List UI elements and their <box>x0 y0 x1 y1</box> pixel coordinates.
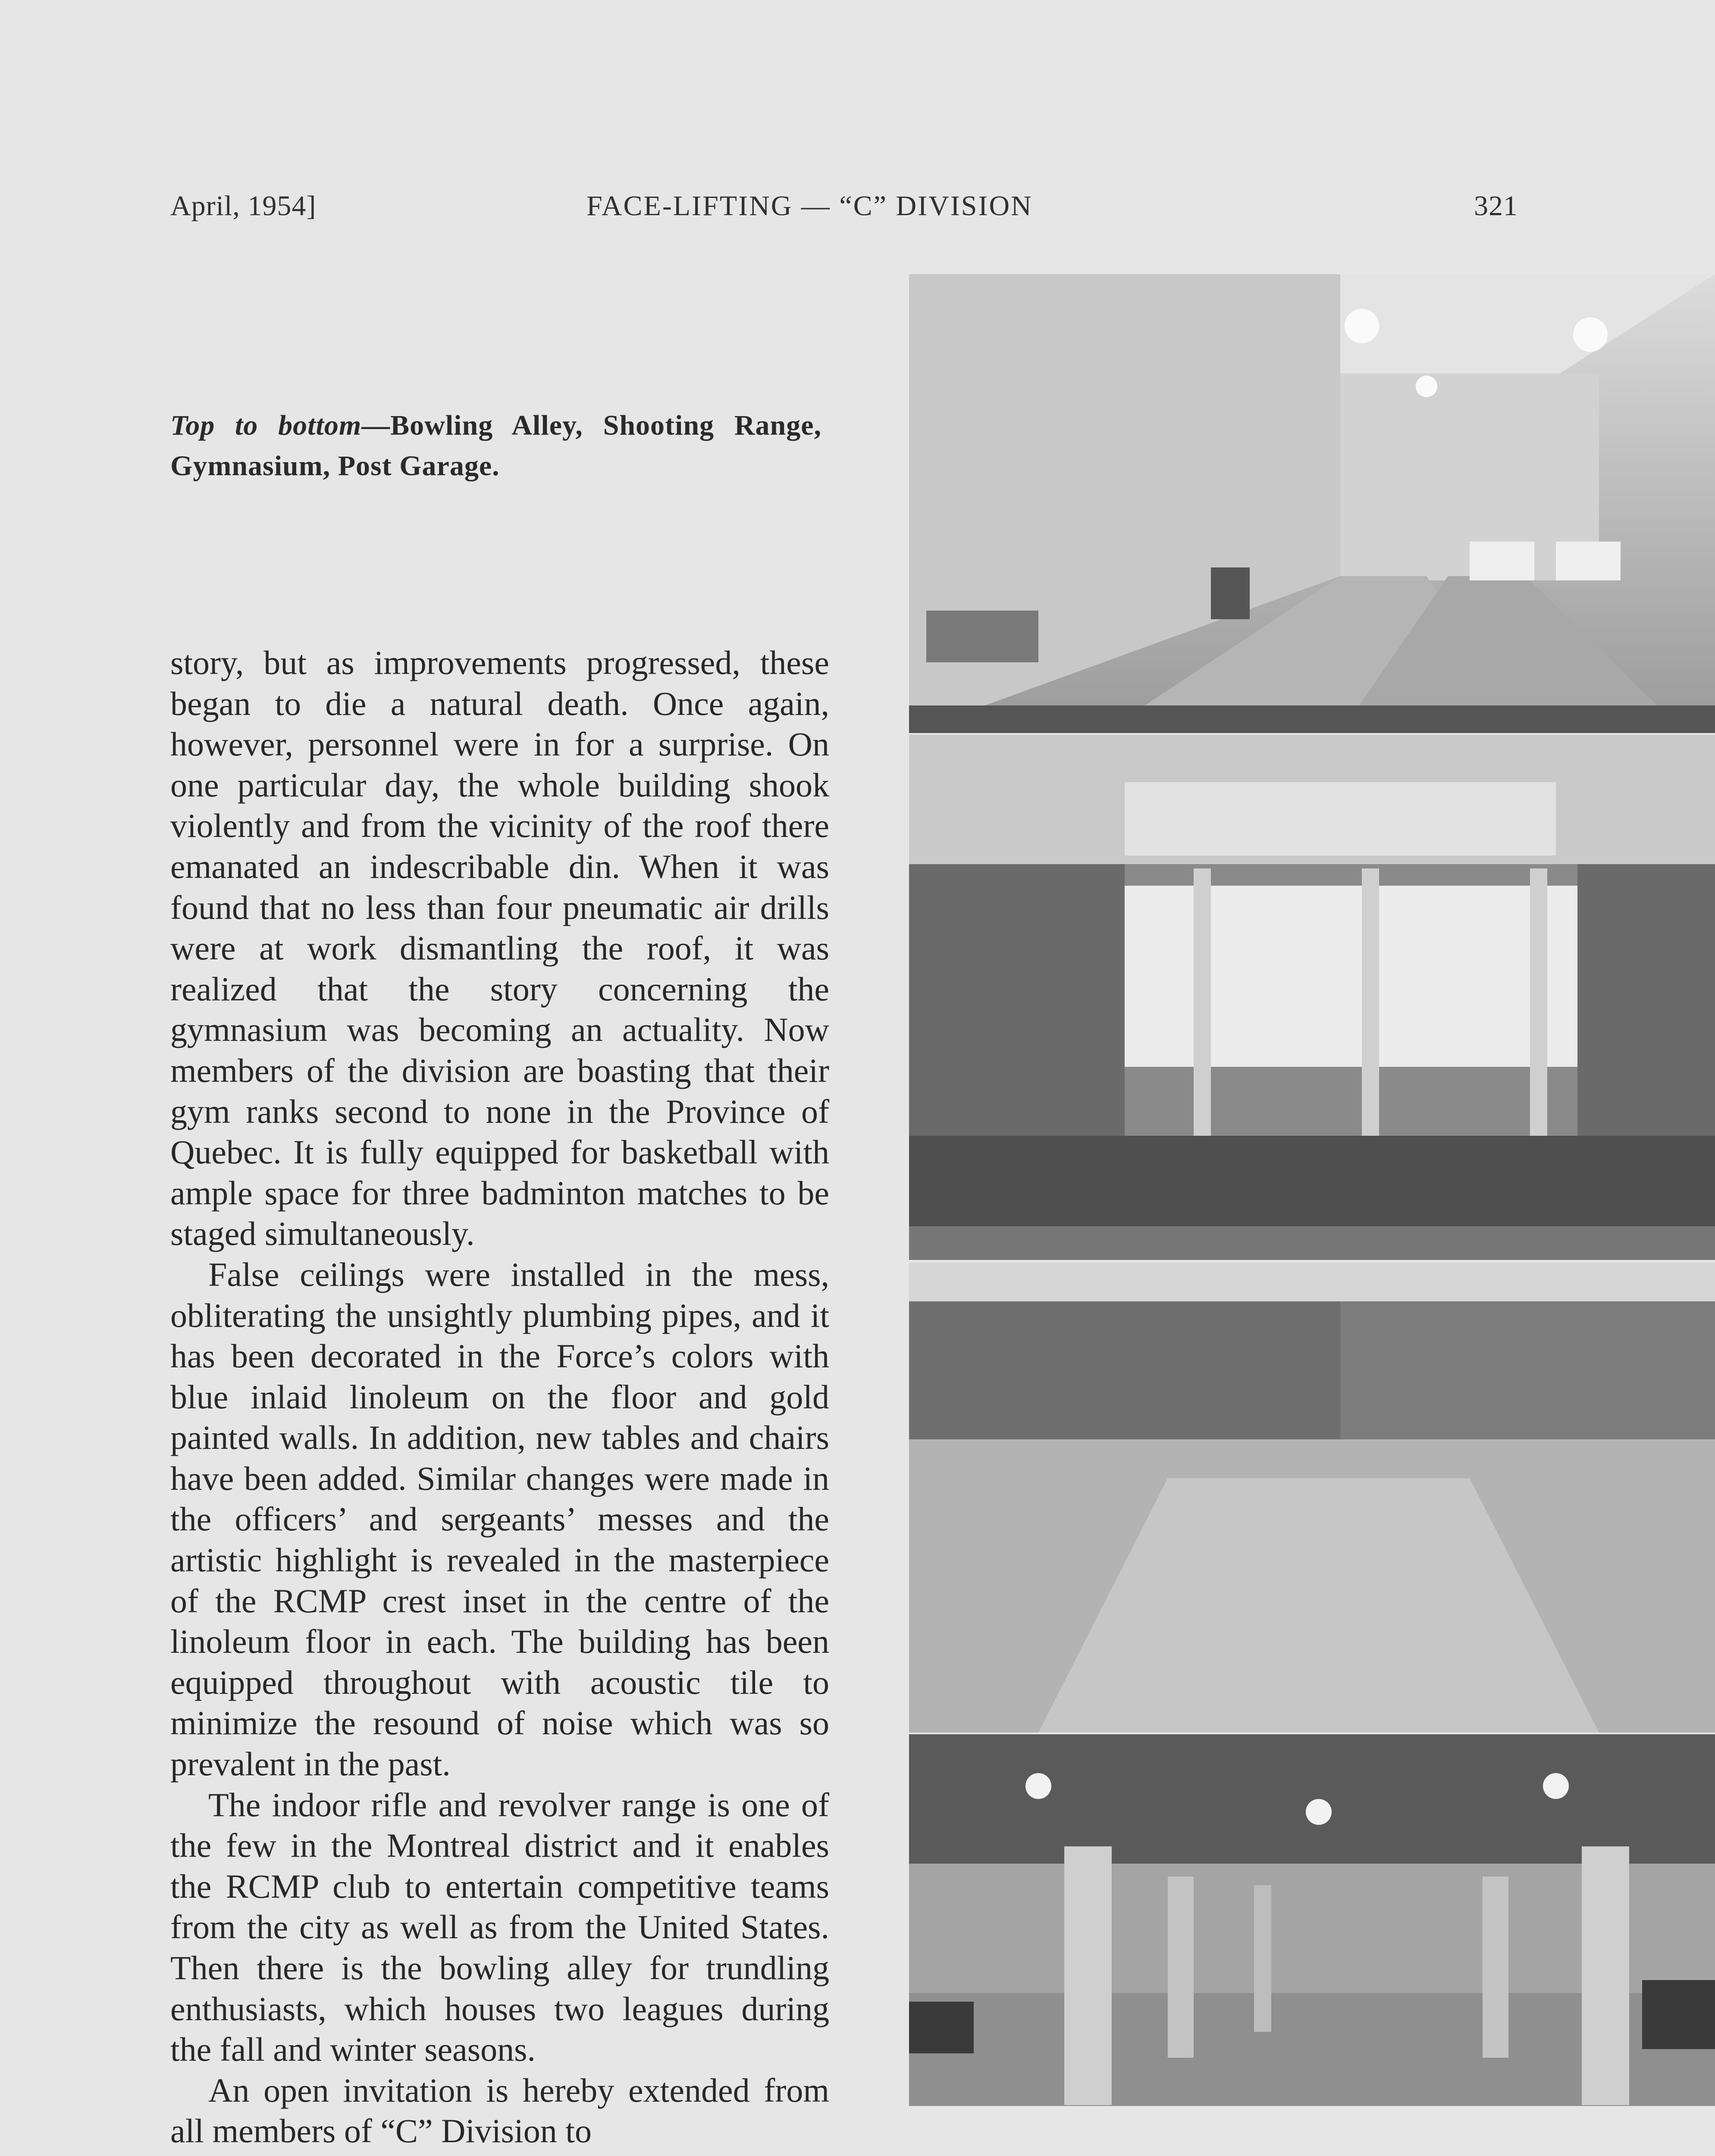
photo-bowling-alley <box>909 274 1715 733</box>
page-number: 321 <box>1474 190 1518 222</box>
article-body <box>170 642 829 2152</box>
photo-caption <box>170 405 821 486</box>
caption-lead: Top to bottom <box>170 410 362 441</box>
paragraph-2: False ceilings were installed in the mess, obliterating the unsightly plumbing pipes, and it has been decorated in the Force’s colors with blue inlaid linoleum on the floor and gold painted walls. In addition, new tables and chairs have been added. Similar changes were made in the officers’ and sergeants’ messes and the artistic highlight is revealed in the masterpiece of the RCMP crest inset in the centre of the linoleum floor in each. The building has been equipped throughout with acoustic tile to minimize the resound of noise which was so prevalent in the past. <box>170 1255 829 1783</box>
caption-text: —Bowling Alley, Shooting Range, Gymnasium, Post Garage. <box>170 410 821 482</box>
photo-post-garage <box>909 1734 1715 2106</box>
paragraph-4: An open invitation is hereby extended from all members of “C” Division to <box>170 2071 829 2150</box>
paragraph-3: The indoor rifle and revolver range is one of the few in the Montreal district and it enables the RCMP club to entertain competitive teams from the city as well as from the United States. Then there is the bowling alley for trundling enthusiasts, which houses two leagues during the fall and winter seasons. <box>170 1786 829 2068</box>
running-head-date: April, 1954] <box>170 190 317 222</box>
photo-shooting-range <box>909 735 1715 1260</box>
running-head-title: FACE-LIFTING — “C” DIVISION <box>586 190 1033 222</box>
paragraph-1: story, but as improvements progressed, these began to die a natural death. Once again, however, personnel were in for a surprise. On one particular day, the whole building shook violently and from the vicinity of the roof there emanated an indescribable din. When it was found that no less than four pneumatic air drills were at work dismantling the roof, it was realized that the story concerning the gymnasium was becoming an actuality. Now members of the division are boasting that their gym ranks second to none in the Province of Quebec. It is fully equipped for basketball with ample space for three badminton matches to be staged simultaneously. <box>170 644 829 1253</box>
photo-gymnasium <box>909 1263 1715 1733</box>
